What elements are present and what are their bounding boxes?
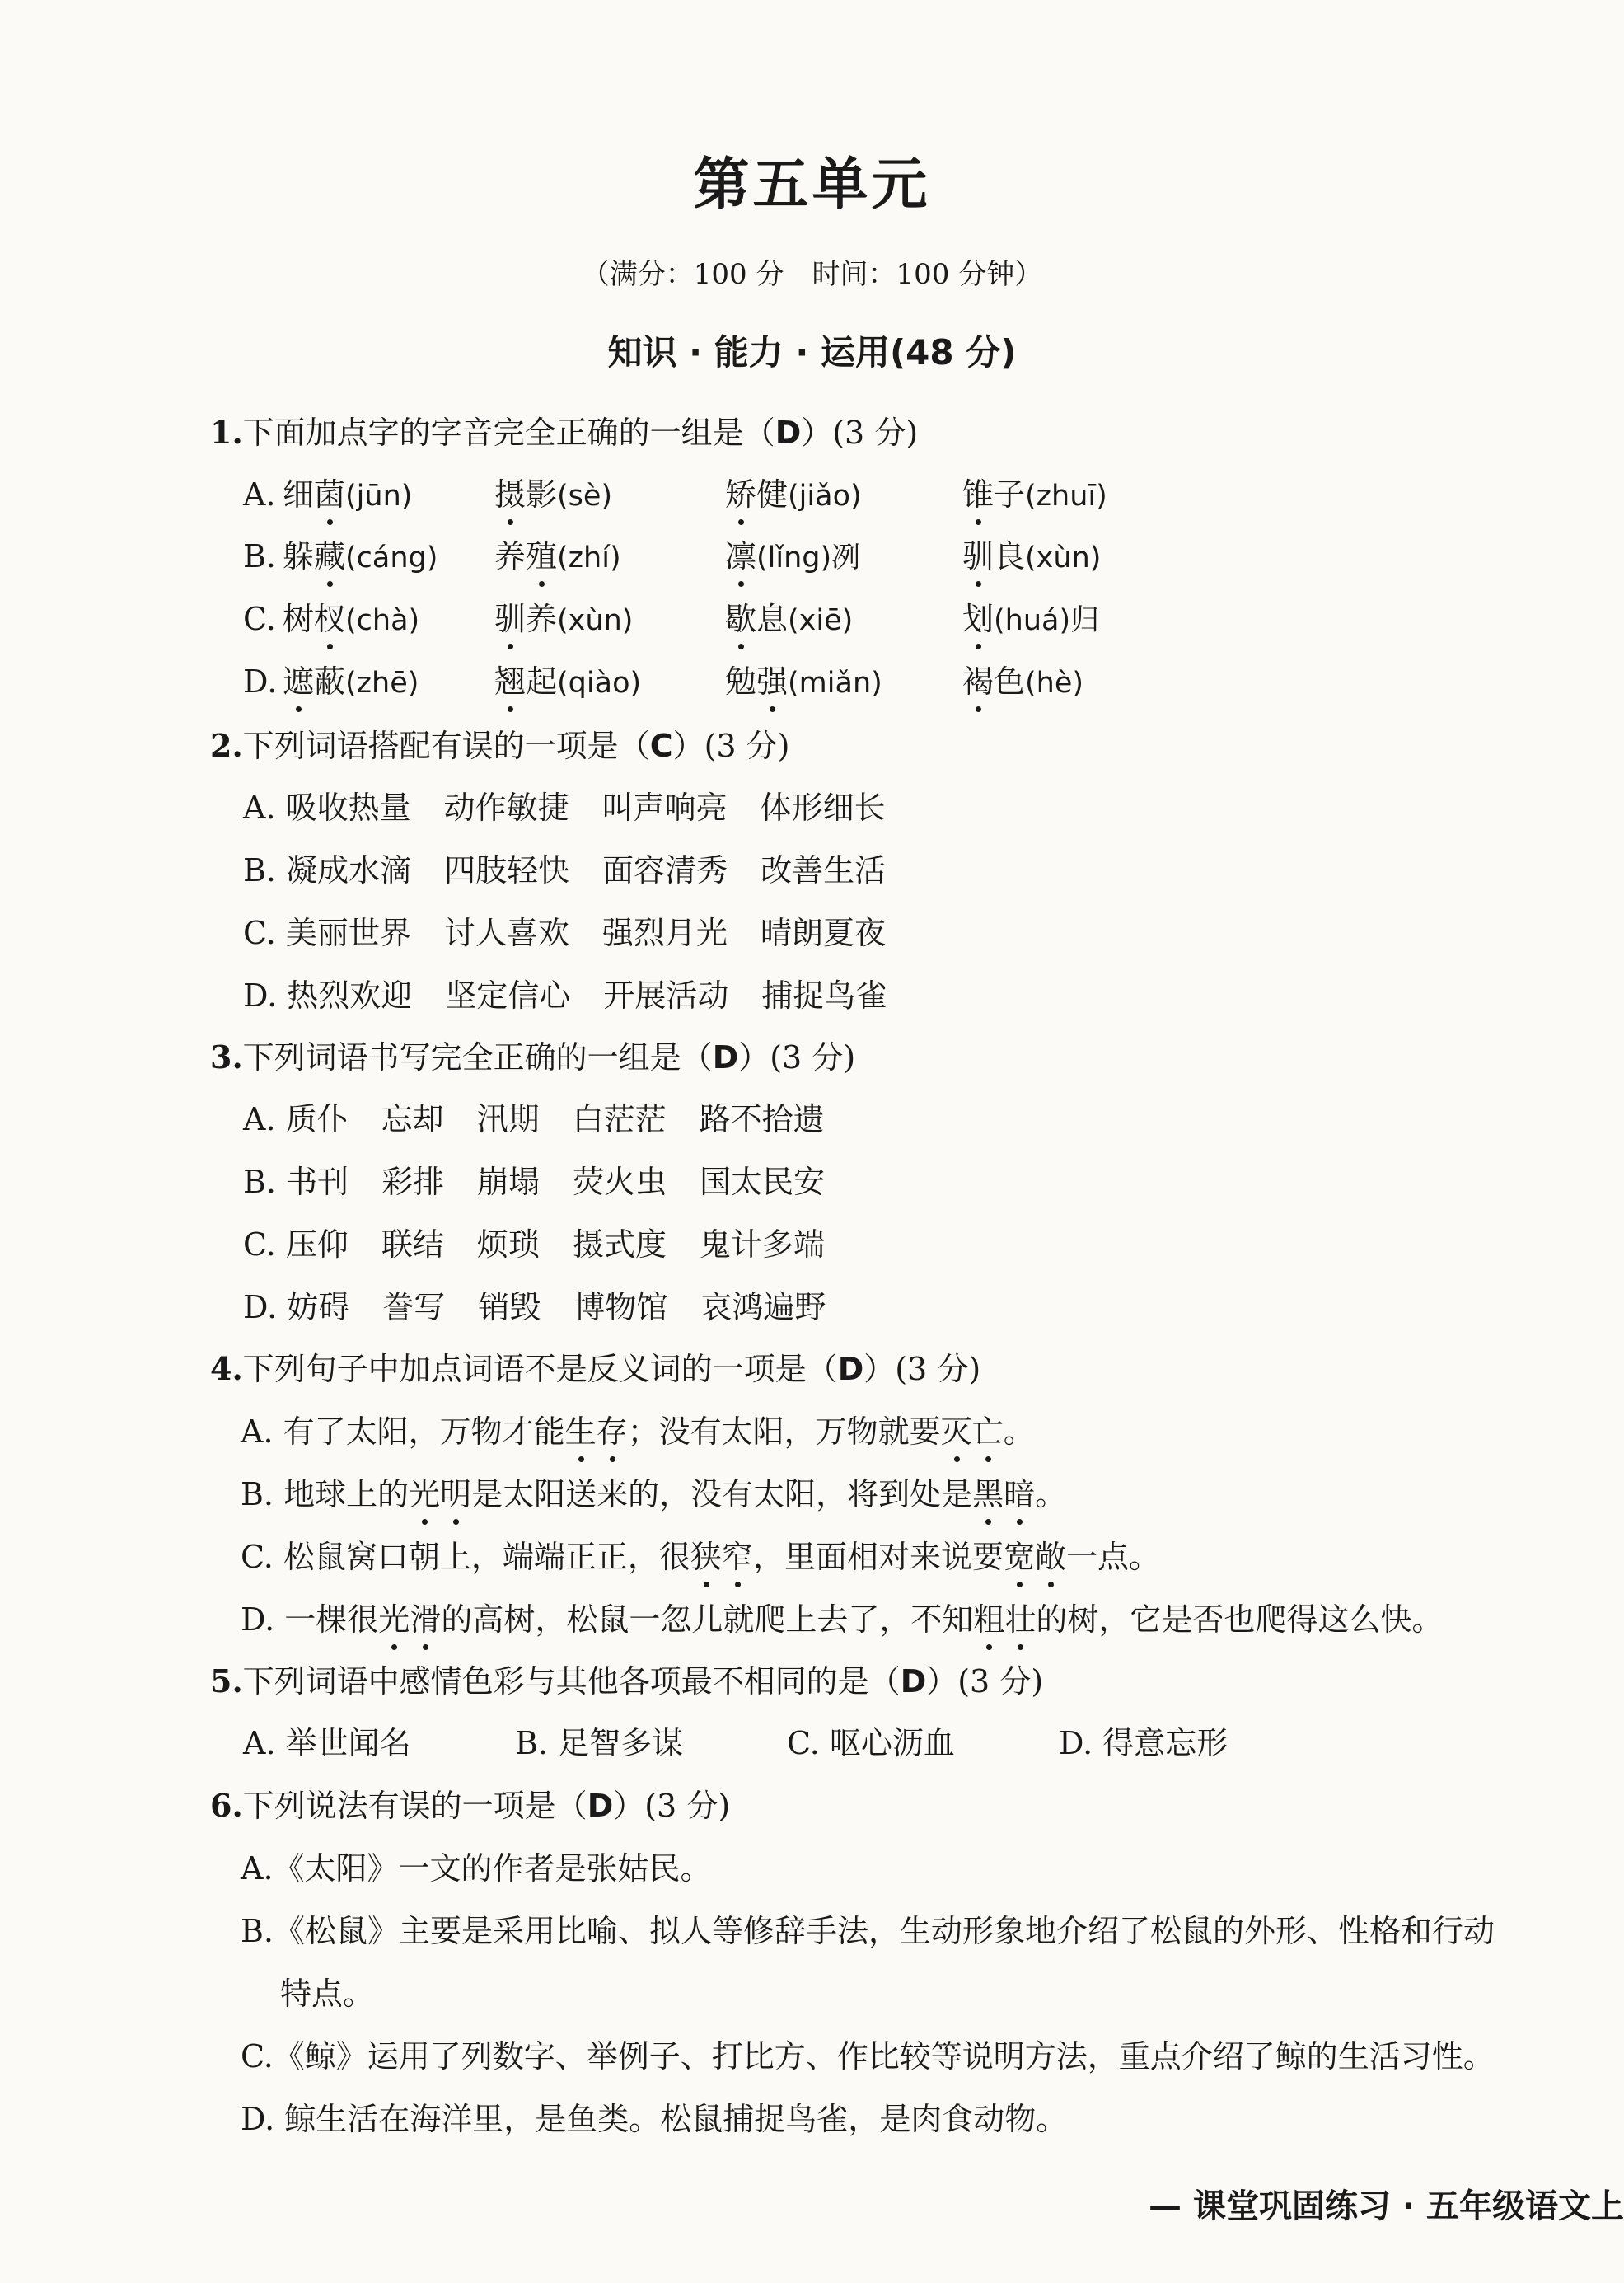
- q4-dotted-char: 明: [440, 1474, 471, 1515]
- q3-word: 销毁: [478, 1289, 541, 1325]
- q4-option-label: C.: [241, 1539, 283, 1575]
- q1-char: 驯: [494, 598, 526, 640]
- option-c: C. 呕心沥血: [787, 1725, 955, 1761]
- question-4-stem: 4.下列句子中加点词语不是反义词的一项是（D）(3 分): [210, 1350, 981, 1387]
- q2-word: 吸收热量: [285, 790, 411, 826]
- q1-char: 杈: [314, 598, 345, 640]
- q1-option-label: D.: [243, 663, 278, 700]
- q3-word: 压仰: [285, 1226, 349, 1263]
- q4-dotted-char: 光: [409, 1474, 440, 1515]
- q2-option: [243, 975, 920, 1016]
- q3-word: 誊写: [382, 1289, 446, 1325]
- q4-dotted-word: [1004, 1539, 1066, 1575]
- q2-word: 捕捉鸟雀: [761, 977, 887, 1014]
- q1-char: 锥: [962, 474, 994, 515]
- q3-option: [243, 1287, 859, 1328]
- q1-char: 菌: [314, 474, 345, 515]
- q1-option-label: C.: [243, 601, 276, 637]
- q4-dotted-word: [409, 1476, 471, 1512]
- option-b: B. 足智多谋: [515, 1725, 684, 1761]
- q1-char: 蔽: [314, 663, 346, 700]
- q4-option-label: B.: [241, 1476, 284, 1512]
- q1-char: 养: [526, 601, 558, 637]
- q2-word: 美丽世界: [285, 915, 411, 951]
- q2-option: [243, 850, 919, 891]
- q2-word: 改善生活: [761, 852, 887, 888]
- q1-item: [962, 536, 1101, 579]
- q2-word: 体形细长: [760, 790, 886, 826]
- q4-option: [241, 1411, 1035, 1452]
- q4-text: 有了太阳，万物才能: [283, 1413, 565, 1450]
- q4-dotted-char: 粗: [973, 1599, 1004, 1640]
- question-5-options: [243, 1723, 1228, 1764]
- q4-text: ，里面相对来说要: [752, 1539, 1004, 1575]
- q1-pinyin: (chà): [345, 604, 420, 637]
- q1-char: 殖: [526, 536, 557, 577]
- q1-item: [725, 661, 882, 704]
- q1-char: 歇: [725, 598, 756, 640]
- q4-dotted-char: 灭: [941, 1411, 972, 1452]
- q4-option-label: D.: [241, 1601, 285, 1638]
- q2-word: 动作敏捷: [443, 790, 569, 826]
- q2-word: 晴朗夏夜: [760, 915, 886, 951]
- q3-option: [243, 1099, 858, 1140]
- q1-char: 翘: [494, 661, 526, 702]
- q1-pinyin: (cáng): [345, 541, 438, 574]
- q1-item: [283, 474, 412, 517]
- q3-word: 汛期: [476, 1101, 540, 1137]
- q4-dotted-char: 狭: [690, 1536, 722, 1577]
- q3-option-label: D.: [243, 1289, 288, 1325]
- q3-option-label: C.: [243, 1226, 286, 1263]
- question-5-stem: 5.下列词语中感情色彩与其他各项最不相同的是（D）(3 分): [210, 1662, 1044, 1699]
- q6-option-c: C.《鲸》运用了列数字、举例子、打比方、作比较等说明方法，重点介绍了鲸的生活习性。: [241, 2038, 1495, 2074]
- q1-char: 细: [283, 476, 315, 513]
- q2-word: 热烈欢迎: [287, 977, 413, 1014]
- option-a: A. 举世闻名: [243, 1725, 411, 1761]
- q4-option: [241, 1536, 1160, 1577]
- q2-option: [243, 912, 919, 954]
- q4-text: 一棵很: [284, 1601, 379, 1638]
- answer-1: D: [775, 415, 802, 451]
- q1-char: 遮: [283, 661, 314, 702]
- q4-dotted-char: 暗: [1004, 1474, 1035, 1515]
- q1-pinyin: (sè): [557, 480, 613, 513]
- q3-word: 博物馆: [573, 1289, 668, 1325]
- q1-pinyin: (jūn): [345, 480, 413, 513]
- q2-word: 开展活动: [603, 977, 729, 1014]
- q1-char: 息: [756, 601, 789, 637]
- question-2-stem: 2.下列词语搭配有误的一项是（C）(3 分): [210, 727, 790, 764]
- q3-option: [243, 1161, 858, 1202]
- option-d: D. 得意忘形: [1059, 1725, 1229, 1761]
- q4-text: 地球上的: [283, 1476, 410, 1512]
- q1-char: 褐: [962, 661, 994, 702]
- q1-item: [283, 536, 438, 579]
- q1-char: 摄: [494, 474, 526, 515]
- q1-item: [494, 661, 641, 704]
- q4-dotted-word: [972, 1476, 1035, 1512]
- q3-word: 妨碍: [287, 1289, 350, 1325]
- q1-item: [494, 474, 612, 517]
- q2-option: [243, 787, 919, 828]
- q2-word: 凝成水滴: [286, 852, 412, 888]
- q1-char: 躲: [283, 538, 315, 574]
- section-heading: 知识 · 能力 · 运用(48 分): [607, 332, 1017, 373]
- q1-item: [725, 474, 862, 517]
- q4-option: [241, 1474, 1066, 1515]
- score-time-info: （满分：100 分 时间：100 分钟）: [581, 258, 1043, 291]
- q1-pinyin: (xùn): [1025, 541, 1102, 574]
- q1-char: 健: [756, 476, 789, 513]
- q1-char: 影: [526, 476, 558, 513]
- q4-option: [241, 1599, 1443, 1640]
- q6-option-b: B.《松鼠》主要是采用比喻、拟人等修辞手法，生动形象地介绍了松鼠的外形、性格和行动: [241, 1913, 1495, 1949]
- q1-char: 树: [283, 601, 315, 637]
- q4-dotted-char: 窄: [722, 1536, 753, 1577]
- q4-text: 的高树，松鼠一忽儿就爬上去了，不知: [441, 1601, 974, 1638]
- answer-6: D: [587, 1788, 614, 1824]
- q3-option: [243, 1224, 858, 1265]
- q4-dotted-word: [565, 1413, 628, 1450]
- answer-2: C: [649, 728, 673, 764]
- q1-char: 养: [494, 538, 527, 574]
- q2-word: 强烈月光: [601, 915, 728, 951]
- q3-word: 鬼计多端: [699, 1226, 825, 1263]
- q3-word: 荧火虫: [573, 1164, 667, 1200]
- q4-text: 。: [1035, 1476, 1067, 1512]
- q4-dotted-char: 亡: [972, 1411, 1004, 1452]
- q1-item: [283, 598, 419, 641]
- q3-word: 烦琐: [476, 1226, 540, 1263]
- q1-pinyin: (hè): [1025, 667, 1084, 700]
- q3-word: 质仆: [285, 1101, 349, 1137]
- q1-char: 起: [526, 663, 558, 700]
- q4-dotted-char: 滑: [410, 1599, 441, 1640]
- q4-dotted-char: 生: [565, 1411, 597, 1452]
- q4-dotted-word: [973, 1601, 1036, 1638]
- q1-char: 勉: [725, 663, 757, 700]
- q6-option-a: A.《太阳》一文的作者是张姑民。: [241, 1850, 712, 1887]
- q3-word: 路不拾遗: [699, 1101, 825, 1137]
- q1-item: [962, 661, 1083, 704]
- q4-option-label: A.: [241, 1413, 283, 1450]
- q4-dotted-char: 敞: [1035, 1536, 1066, 1577]
- q1-item: [283, 661, 419, 704]
- q3-word: 摄式度: [572, 1226, 667, 1263]
- q1-pinyin: (xùn): [557, 604, 634, 637]
- q1-char: 良: [994, 538, 1026, 574]
- q2-word: 面容清秀: [602, 852, 728, 888]
- q1-item: [725, 536, 860, 579]
- q4-dotted-word: [378, 1601, 441, 1638]
- question-6-stem: 6.下列说法有误的一项是（D）(3 分): [210, 1787, 731, 1824]
- q4-dotted-word: [941, 1413, 1004, 1450]
- q1-char: 色: [994, 663, 1026, 700]
- q4-text: ；没有太阳，万物就要: [627, 1413, 941, 1450]
- q1-pinyin: (huá)归: [994, 604, 1100, 637]
- q1-pinyin: (qiào): [557, 667, 642, 700]
- q1-pinyin: (jiǎo): [788, 480, 862, 513]
- q4-text: 一点。: [1065, 1539, 1160, 1575]
- q1-item: [725, 598, 853, 641]
- q1-char: 子: [994, 476, 1026, 513]
- q3-word: 崩塌: [477, 1164, 541, 1200]
- q2-option-label: A.: [243, 790, 286, 826]
- question-3-stem: 3.下列词语书写完全正确的一组是（D）(3 分): [210, 1038, 856, 1076]
- q1-pinyin: (zhí): [557, 541, 621, 574]
- q2-word: 坚定信心: [445, 977, 571, 1014]
- q1-pinyin: (zhē): [345, 667, 419, 700]
- q4-dotted-char: 黑: [972, 1474, 1004, 1515]
- q2-word: 叫声响亮: [601, 790, 728, 826]
- answer-3: D: [712, 1039, 739, 1076]
- q4-dotted-char: 宽: [1004, 1536, 1035, 1577]
- q3-option-label: A.: [243, 1101, 286, 1137]
- q3-word: 书刊: [286, 1164, 349, 1200]
- q2-word: 四肢轻快: [444, 852, 570, 888]
- q4-text: 是太阳送来的，没有太阳，将到处是: [471, 1476, 973, 1512]
- q2-option-label: C.: [243, 915, 286, 951]
- q1-char: 凛: [725, 536, 756, 577]
- q1-item: [494, 598, 633, 641]
- q1-item: [494, 536, 621, 579]
- q4-text: 松鼠窝口朝上，端端正正，很: [283, 1539, 690, 1575]
- q3-word: 白茫茫: [572, 1101, 667, 1137]
- answer-4: D: [837, 1351, 864, 1387]
- q4-dotted-char: 存: [597, 1411, 628, 1452]
- q3-word: 彩排: [381, 1164, 445, 1200]
- q2-option-label: D.: [243, 977, 288, 1014]
- q3-word: 哀鸿遍野: [700, 1289, 826, 1325]
- q6-option-d: D. 鲸生活在海洋里，是鱼类。松鼠捕捉鸟雀，是肉食动物。: [241, 2101, 1068, 2137]
- q1-char: 强: [756, 661, 788, 702]
- q1-option-label: A.: [243, 476, 276, 513]
- q2-word: 讨人喜欢: [443, 915, 569, 951]
- q1-pinyin: (lǐng)冽: [756, 541, 861, 574]
- q1-pinyin: (xiē): [788, 604, 854, 637]
- q3-word: 联结: [381, 1226, 444, 1263]
- question-1-stem: 1.下面加点字的字音完全正确的一组是（D）(3 分): [210, 414, 919, 451]
- q1-item: [962, 474, 1107, 517]
- q4-dotted-char: 壮: [1004, 1599, 1036, 1640]
- q1-char: 划: [962, 598, 994, 640]
- q3-word: 国太民安: [700, 1164, 826, 1200]
- answer-5: D: [900, 1663, 927, 1699]
- page-title: 第五单元: [693, 152, 931, 218]
- q1-option-label: B.: [243, 538, 277, 574]
- q4-text: 的树，它是否也爬得这么快。: [1036, 1601, 1444, 1638]
- q4-dotted-char: 光: [378, 1599, 410, 1640]
- q4-dotted-word: [690, 1539, 753, 1575]
- q1-char: 藏: [314, 536, 345, 577]
- q3-option-label: B.: [243, 1164, 287, 1200]
- q4-text: 。: [1003, 1413, 1035, 1450]
- page-footer: — 课堂巩固练习 · 五年级语文上: [1149, 2187, 1624, 2225]
- q2-option-label: B.: [243, 852, 287, 888]
- q1-pinyin: (zhuī): [1025, 480, 1107, 513]
- q6-option-b-cont: 特点。: [280, 1976, 375, 2012]
- q3-word: 忘却: [381, 1101, 444, 1137]
- q1-pinyin: (miǎn): [788, 667, 882, 700]
- q1-char: 驯: [962, 536, 994, 577]
- q1-item: [962, 598, 1099, 641]
- q1-char: 矫: [725, 474, 756, 515]
